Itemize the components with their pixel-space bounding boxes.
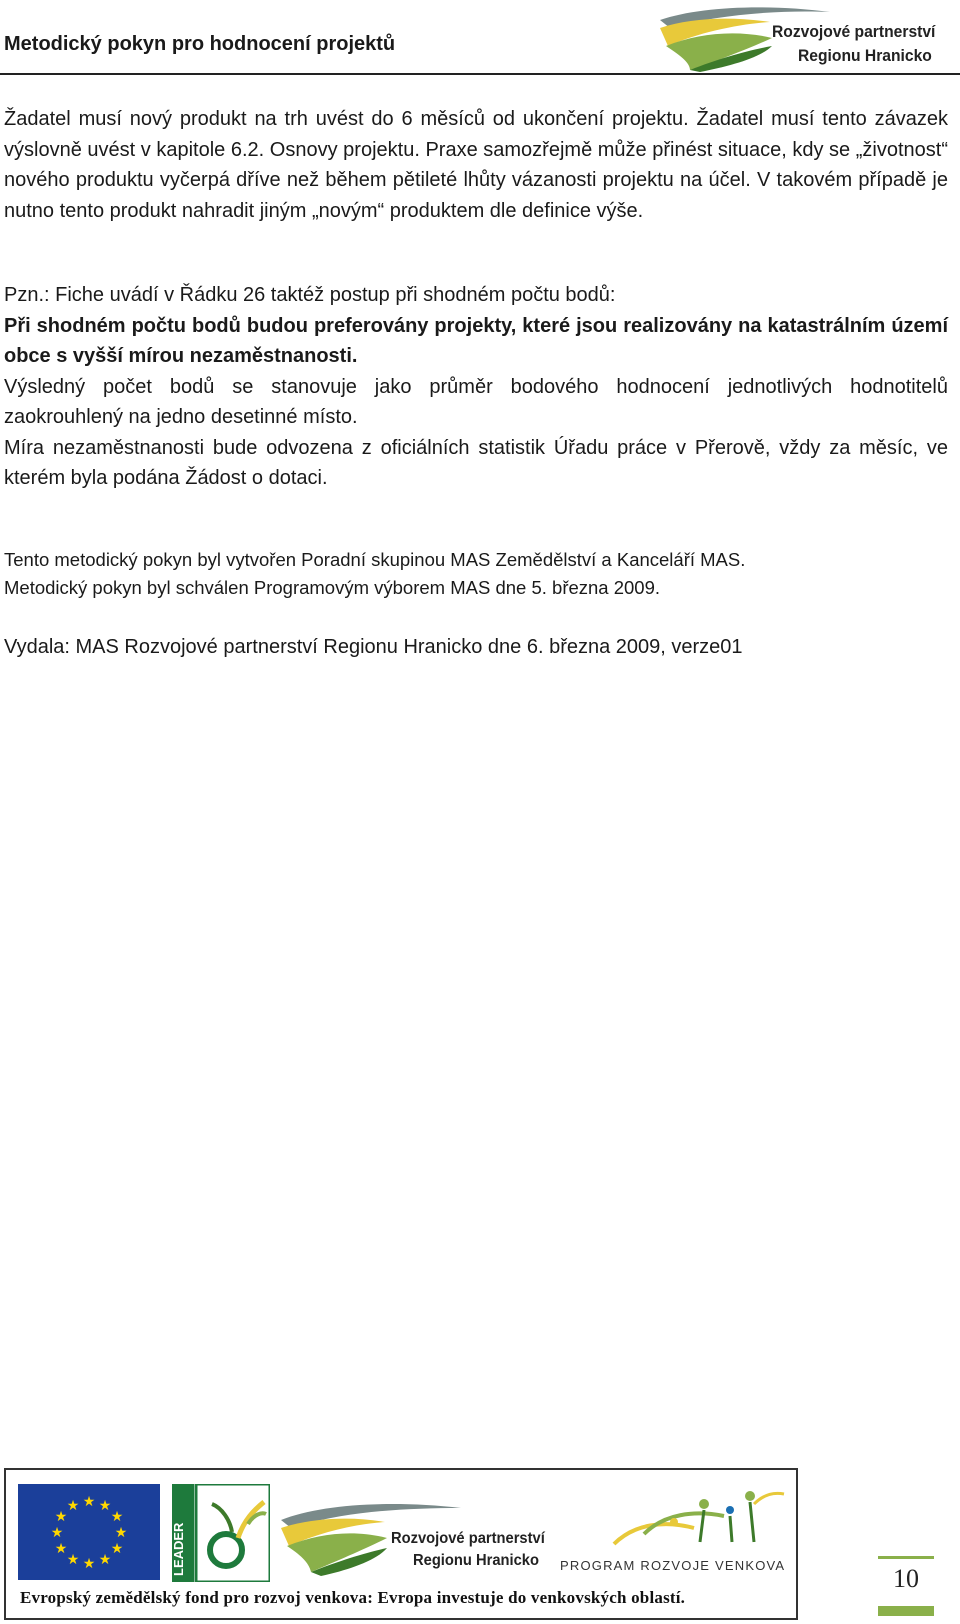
svg-text:★: ★ [98,1498,112,1514]
mas-header-logo [660,2,960,72]
page-header [0,0,960,76]
svg-text:★: ★ [110,1541,124,1557]
page-number-box [878,1556,934,1618]
document-body [4,104,948,662]
mas-footer-logo [281,1490,545,1584]
created-by-text: Tento metodický pokyn byl vytvořen Poradní skupinou MAS Zemědělství a Kanceláří MAS. [4,548,746,570]
note-intro: Pzn.: Fiche uvádí v Řádku 26 taktéž postup při shodném počtu bodů: [4,284,616,306]
page-number: 10 [893,1564,919,1593]
eu-flag-icon [18,1484,160,1580]
svg-text:★: ★ [82,1494,96,1510]
header-title: Metodický pokyn pro hodnocení projektů [4,33,396,55]
header-divider [0,73,960,75]
mas-logo-text-line1: Rozvojové partnerství [391,1530,545,1547]
note-unemployment: Míra nezaměstnanosti bude odvozena z oficiálních statistik Úřadu práce v Přerově, vždy za měsíc, ve kterém byla podána Žádost o dotaci. [4,436,948,489]
footer-caption: Evropský zemědělský fond pro rozvoj venkova: Evropa investuje do venkovských oblastí. [20,1588,686,1607]
note-bold-rule: Při shodném počtu bodů budou preferovány projekty, které jsou realizovány na katastrálním území obce s vyšší mírou nezaměstnanosti. [4,314,948,367]
note-result: Výsledný počet bodů se stanovuje jako průměr bodového hodnocení jednotlivých hodnotitelů zaokrouhlený na jedno desetinné místo. [4,375,948,428]
prv-figures-icon [554,1484,794,1554]
leader-label: LEADER [172,1522,186,1576]
leader-logo [172,1484,270,1582]
paragraph-new-product: Žadatel musí nový produkt na trh uvést do 6 měsíců od ukončení projektu. Žadatel musí tento závazek výslovně uvést v kapitole 6.2. Osnovy projektu. Praxe samozřejmě může přinést situace, kdy se „životnost“ nového produktu vyčerpá dříve než během pětileté lhůty vázanosti projektu na účel. V takovém případě je nutno tento produkt nahradit jiným „novým“ produktem dle definice výše. [4,108,948,222]
svg-text:★: ★ [114,1525,128,1541]
svg-text:★: ★ [54,1509,68,1525]
prv-label: PROGRAM ROZVOJE VENKOVA [560,1558,786,1573]
logo-text-line2: Regionu Hranicko [798,46,932,65]
issued-by-text: Vydala: MAS Rozvojové partnerství Regionu Hranicko dne 6. března 2009, verze01 [4,635,743,658]
svg-text:★: ★ [98,1552,112,1568]
mas-logo-text-line2: Regionu Hranicko [413,1552,539,1569]
svg-text:★: ★ [66,1498,80,1514]
svg-text:★: ★ [54,1541,68,1557]
logo-text-line1: Rozvojové partnerství [772,22,936,41]
footer-banner [4,1468,798,1620]
svg-text:★: ★ [66,1552,80,1568]
approved-by-text: Metodický pokyn byl schválen Programovým výborem MAS dne 5. března 2009. [4,576,661,598]
svg-text:★: ★ [50,1525,64,1541]
svg-text:★: ★ [82,1556,96,1572]
svg-text:★: ★ [110,1509,124,1525]
prv-logo [554,1484,794,1584]
